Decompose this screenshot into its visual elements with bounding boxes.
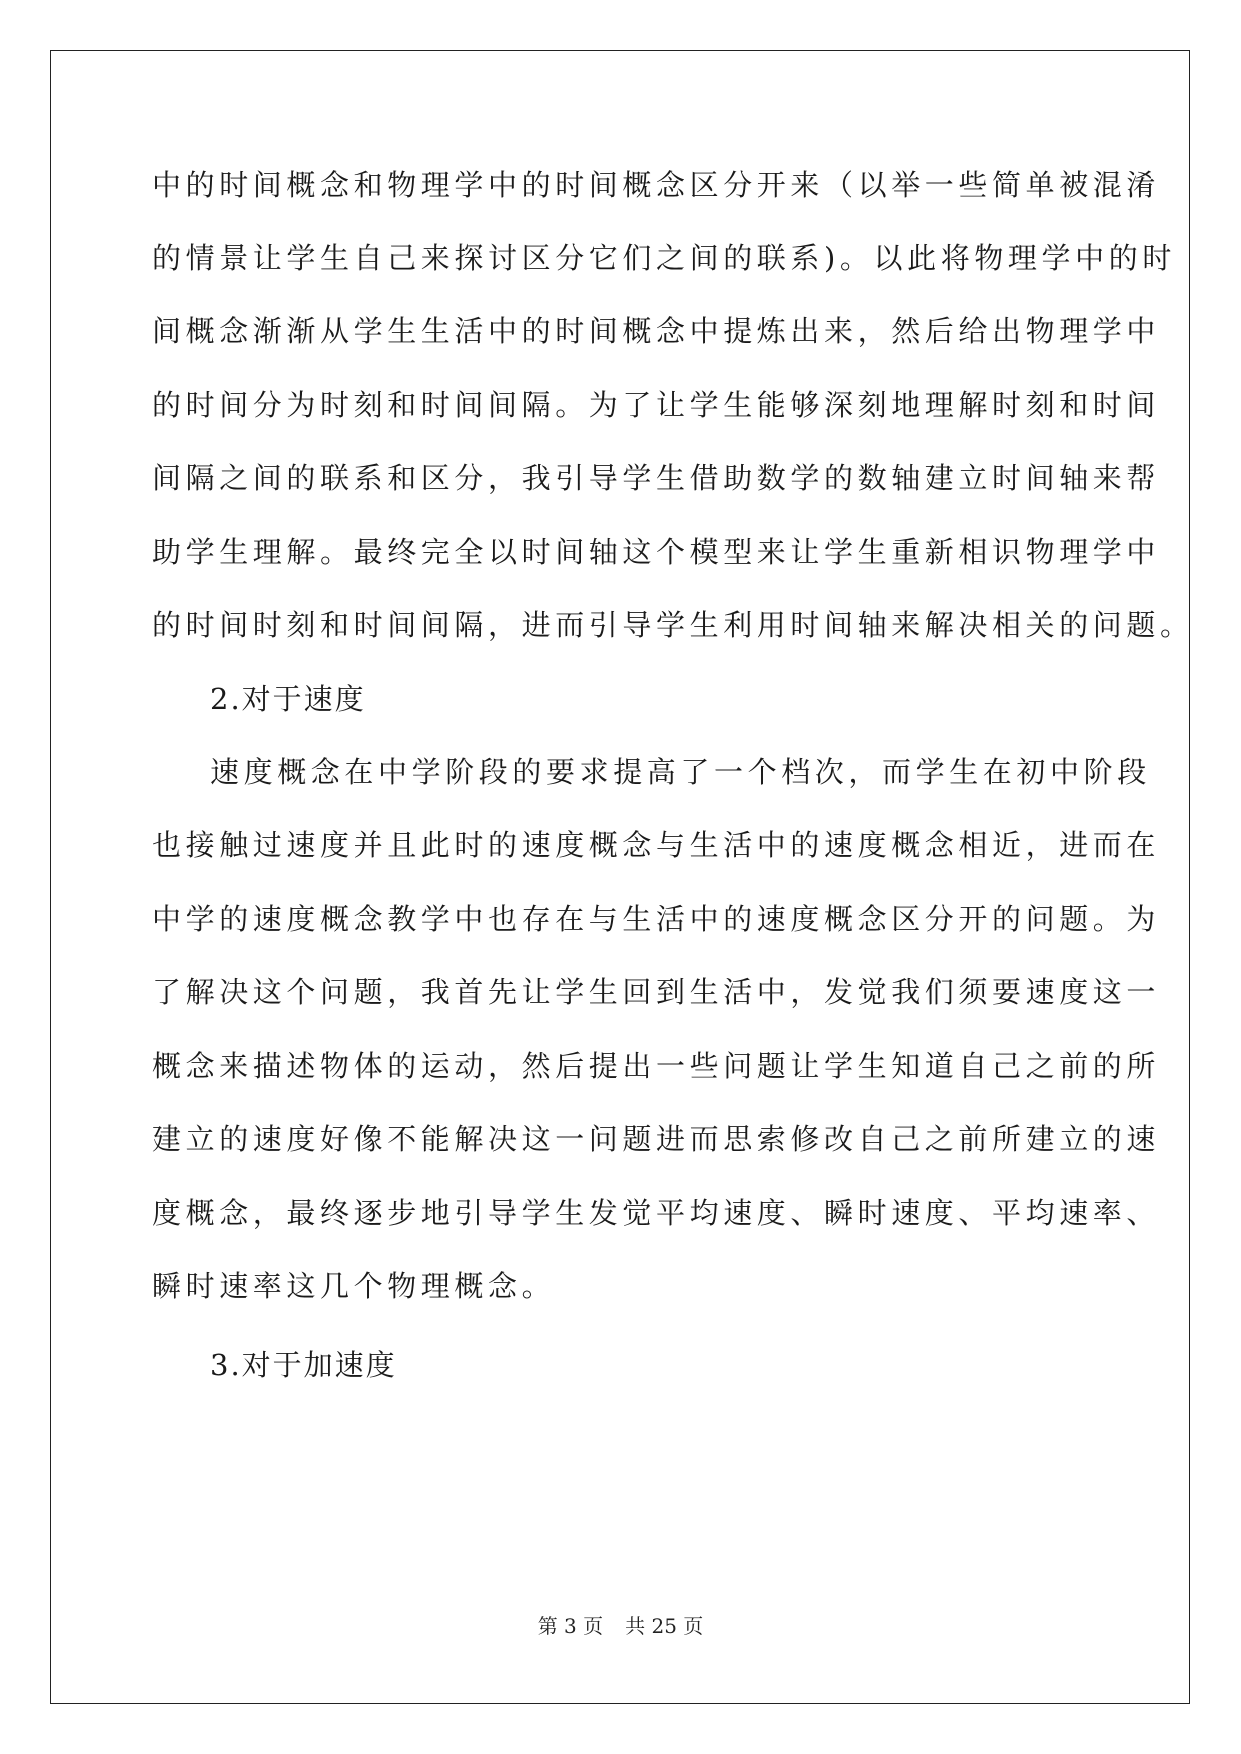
text-line: 间隔之间的联系和区分，我引导学生借助数学的数轴建立时间轴来帮 bbox=[152, 461, 1161, 495]
text-line: 的时间分为时刻和时间间隔。为了让学生能够深刻地理解时刻和时间 bbox=[152, 388, 1161, 422]
text-line: 建立的速度好像不能解决这一问题进而思索修改自己之前所建立的速 bbox=[152, 1122, 1161, 1156]
text-line: 助学生理解。最终完全以时间轴这个模型来让学生重新相识物理学中 bbox=[152, 535, 1161, 569]
section-heading-acceleration: 3.对于加速度 bbox=[210, 1348, 397, 1382]
text-line: 了解决这个问题，我首先让学生回到生活中，发觉我们须要速度这一 bbox=[152, 975, 1161, 1009]
text-line: 间概念渐渐从学生生活中的时间概念中提炼出来，然后给出物理学中 bbox=[152, 314, 1161, 348]
text-line: 也接触过速度并且此时的速度概念与生活中的速度概念相近，进而在 bbox=[152, 828, 1161, 862]
text-line: 的情景让学生自己来探讨区分它们之间的联系)。以此将物理学中的时 bbox=[152, 241, 1176, 275]
page-number: 第 3 页 bbox=[537, 1614, 604, 1638]
text-line: 速度概念在中学阶段的要求提高了一个档次，而学生在初中阶段 bbox=[210, 755, 1151, 789]
text-line: 度概念，最终逐步地引导学生发觉平均速度、瞬时速度、平均速率、 bbox=[152, 1196, 1161, 1230]
page-total: 共 25 页 bbox=[625, 1614, 704, 1638]
text-line: 的时间时刻和时间间隔，进而引导学生利用时间轴来解决相关的问题。 bbox=[152, 608, 1194, 642]
text-line: 概念来描述物体的运动，然后提出一些问题让学生知道自己之前的所 bbox=[152, 1049, 1161, 1083]
text-line: 中学的速度概念教学中也存在与生活中的速度概念区分开的问题。为 bbox=[152, 902, 1161, 936]
page-footer bbox=[0, 1612, 1241, 1640]
page-border bbox=[50, 50, 1190, 1704]
text-line: 中的时间概念和物理学中的时间概念区分开来（以举一些简单被混淆 bbox=[152, 168, 1161, 202]
section-heading-speed: 2.对于速度 bbox=[210, 682, 366, 716]
text-line: 瞬时速率这几个物理概念。 bbox=[152, 1269, 556, 1303]
